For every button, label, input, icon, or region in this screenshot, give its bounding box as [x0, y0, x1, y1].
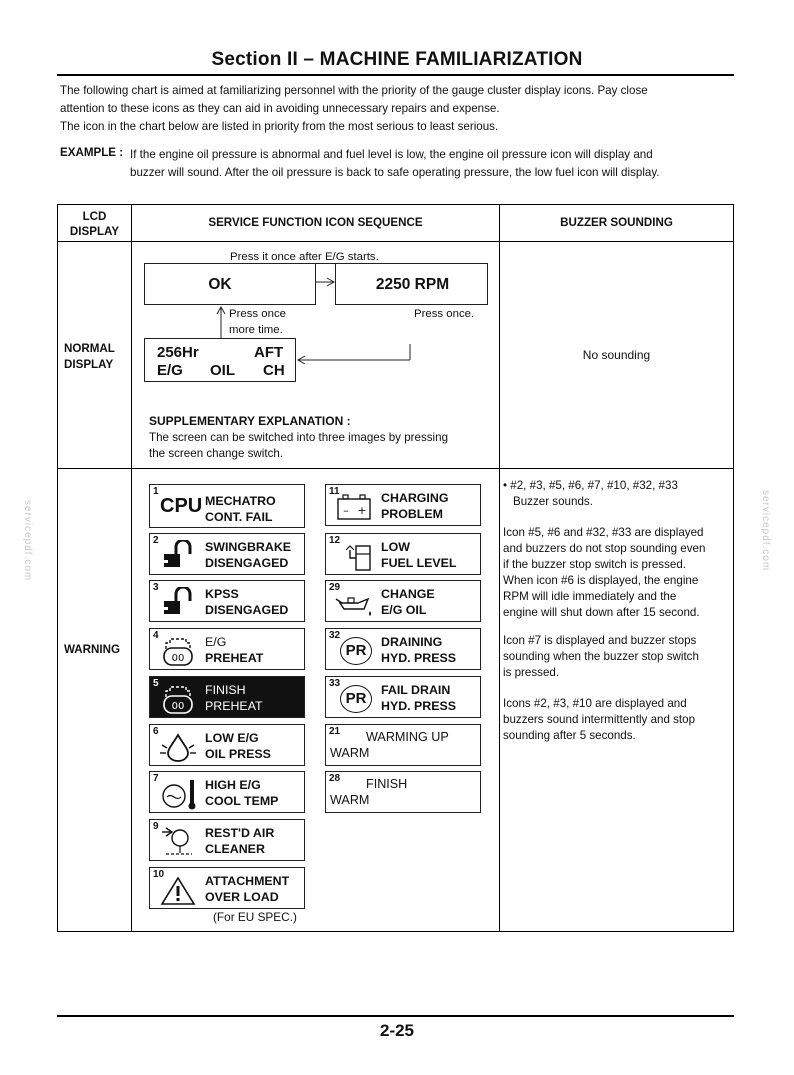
- warning-label-line2: WARM: [330, 793, 370, 807]
- warning-icon-32-draining: [325, 628, 481, 670]
- buzzer-note-4-line3: sounding after 5 seconds.: [503, 729, 636, 742]
- lcd-ch-label: CH: [263, 362, 285, 379]
- warning-label-line2: OVER LOAD: [205, 890, 279, 904]
- warning-icon-6-low-oil-press: [149, 724, 305, 766]
- warning-label-line2: HYD. PRESS: [381, 651, 457, 665]
- buzzer-note-3-line3: is pressed.: [503, 666, 560, 679]
- header-lcd-line2: DISPLAY: [69, 225, 120, 238]
- warning-label-line1: CHANGE: [381, 587, 435, 601]
- pressure-icon: PR: [340, 685, 372, 713]
- svg-text:+: +: [357, 504, 367, 517]
- warning-label-line2: OIL PRESS: [205, 747, 271, 761]
- col-divider-2: [499, 205, 500, 931]
- buzzer-note-2-line4: When icon #6 is displayed, the engine: [503, 574, 699, 587]
- warning-num: 4: [153, 630, 159, 641]
- row-divider: [58, 468, 733, 469]
- warning-label-line1: LOW: [381, 540, 410, 554]
- lcd-aft-label: AFT: [254, 344, 284, 361]
- warning-num: 2: [153, 535, 159, 546]
- watermark-left: servicepdf.com: [22, 500, 33, 582]
- warning-icon-12-low-fuel: [325, 533, 481, 575]
- warning-icon-33-fail-drain: [325, 676, 481, 718]
- warning-icon-28-finish-warm: [325, 771, 481, 813]
- press-once-more-line1: Press once: [229, 308, 286, 320]
- intro-line-2: attention to these icons as they can aid in avoiding unnecessary repairs and expense.: [60, 102, 500, 115]
- warning-icon-11-charging: [325, 484, 481, 526]
- lcd-rpm-screen: [335, 263, 488, 305]
- air-filter-icon: [158, 826, 198, 858]
- warning-label-line2: DISENGAGED: [205, 603, 289, 617]
- press-once-more-line2: more time.: [229, 324, 283, 336]
- buzzer-note-2-line3: if the buzzer stop switch is pressed.: [503, 558, 687, 571]
- arrow-right-icon: [316, 276, 336, 288]
- thermometer-icon: [158, 778, 198, 810]
- warning-icon-2-swingbrake: [149, 533, 305, 575]
- buzzer-note-3: [503, 633, 733, 681]
- warning-icon-4-preheat: [149, 628, 305, 670]
- warning-label-line2: CONT. FAIL: [205, 510, 273, 524]
- svg-text:00: 00: [171, 701, 185, 712]
- header-divider: [58, 241, 733, 242]
- battery-icon: [334, 491, 374, 523]
- buzzer-note-4-line2: buzzers sound intermittently and stop: [503, 713, 696, 726]
- svg-text:00: 00: [171, 653, 185, 664]
- title-rule: [57, 74, 734, 76]
- warning-label-line2: FUEL LEVEL: [381, 556, 457, 570]
- warning-label-line1: E/G: [205, 635, 227, 649]
- arrow-return-icon: [296, 342, 416, 364]
- warning-label-line1: HIGH E/G: [205, 778, 261, 792]
- footer-rule: [57, 1015, 734, 1017]
- buzzer-note-2-line2: and buzzers do not stop sounding even: [503, 542, 706, 555]
- warning-label-line2: HYD. PRESS: [381, 699, 457, 713]
- lcd-rpm-label: 2250 RPM: [375, 276, 450, 293]
- warning-label-line1: REST'D AIR: [205, 826, 275, 840]
- warning-num: 9: [153, 821, 159, 832]
- supplementary-text: [149, 430, 448, 462]
- warning-icon-3-kpss: [149, 580, 305, 622]
- oil-can-icon: [334, 587, 374, 619]
- cpu-icon: CPU: [160, 495, 203, 517]
- lcd-hours-screen: [144, 338, 296, 382]
- warning-label-line1: FAIL DRAIN: [381, 683, 451, 697]
- warning-label-line2: DISENGAGED: [205, 556, 289, 570]
- lcd-eg-label: E/G: [157, 362, 183, 379]
- buzzer-note-1-line1: • #2, #3, #5, #6, #7, #10, #32, #33: [503, 479, 678, 492]
- warning-label-line1: SWINGBRAKE: [205, 540, 292, 554]
- buzzer-note-4-line1: Icons #2, #3, #10 are displayed and: [503, 697, 687, 710]
- page-number: 2-25: [379, 1021, 415, 1040]
- watermark-right: servicepdf.com: [760, 490, 771, 572]
- warning-label-line2: E/G OIL: [381, 603, 427, 617]
- buzzer-note-1-line2: Buzzer sounds.: [513, 495, 593, 508]
- warning-label-line1: ATTACHMENT: [205, 874, 290, 888]
- warning-label-line1: KPSS: [205, 587, 239, 601]
- warning-label-line1: WARMING UP: [366, 730, 449, 744]
- warning-triangle-icon: [158, 874, 198, 906]
- header-service-function: SERVICE FUNCTION ICON SEQUENCE: [208, 216, 423, 229]
- warning-num: 21: [329, 726, 341, 737]
- warning-num: 29: [329, 582, 341, 593]
- warning-num: 32: [329, 630, 341, 641]
- warning-num: 7: [153, 773, 159, 784]
- col-divider-1: [131, 205, 132, 931]
- glow-plug-icon: [158, 635, 198, 667]
- pressure-icon: PR: [340, 637, 372, 665]
- warning-icon-5-finish-preheat: [149, 676, 305, 718]
- buzzer-note-3-line1: Icon #7 is displayed and buzzer stops: [503, 634, 697, 647]
- warning-num: 6: [153, 726, 159, 737]
- press-once: Press once.: [414, 308, 475, 320]
- press-once-more: [229, 306, 286, 338]
- buzzer-note-2-line5: RPM will idle immediately and the: [503, 590, 677, 603]
- warning-label-line1: DRAINING: [381, 635, 443, 649]
- buzzer-note-2-line6: engine will shut down after 15 second.: [503, 606, 700, 619]
- lcd-ok-label: OK: [208, 276, 232, 293]
- warning-num: 33: [329, 678, 341, 689]
- lcd-hours-label: 256Hr: [157, 344, 199, 361]
- warning-icon-7-cool-temp: [149, 771, 305, 813]
- warning-label-line2: PREHEAT: [205, 651, 264, 665]
- padlock-icon: [158, 587, 198, 619]
- header-lcd-display: [58, 209, 131, 239]
- eu-spec-note: (For EU SPEC.): [213, 910, 297, 924]
- warning-icon-10-overload: [149, 867, 305, 909]
- row-label-normal: [64, 341, 115, 373]
- header-lcd-line1: LCD: [82, 210, 107, 223]
- example-line-2: buzzer will sound. After the oil pressure is back to safe operating pressure, the low fuel icon will display.: [130, 166, 660, 179]
- glow-plug-icon: [158, 683, 198, 715]
- example-label: EXAMPLE :: [60, 146, 124, 159]
- intro-line-3: The icon in the chart below are listed in priority from the most serious to least serious.: [60, 120, 499, 133]
- warning-label-line2: PROBLEM: [381, 507, 443, 521]
- oil-drop-icon: [158, 731, 198, 763]
- fuel-pump-icon: [334, 540, 374, 572]
- header-buzzer-sounding: BUZZER SOUNDING: [560, 216, 673, 229]
- lcd-ok-screen: [144, 263, 316, 305]
- buzzer-note-2: [503, 525, 733, 621]
- buzzer-note-4: [503, 696, 733, 744]
- warning-label-line1: LOW E/G: [205, 731, 259, 745]
- warning-num: 5: [153, 678, 159, 689]
- warning-num: 10: [153, 869, 165, 880]
- svg-text:–: –: [343, 504, 349, 517]
- warning-icon-1-mechatro: [149, 484, 305, 528]
- row-label-warning: WARNING: [64, 643, 121, 656]
- warning-num: 1: [153, 486, 159, 497]
- supplementary-line2: the screen change switch.: [149, 447, 284, 460]
- warning-icon-9-air-cleaner: [149, 819, 305, 861]
- press-once-after-start: Press it once after E/G starts.: [230, 251, 379, 263]
- intro-line-1: The following chart is aimed at familiarizing personnel with the priority of the gauge cluster display icons. Pay close: [60, 84, 648, 97]
- supplementary-title: SUPPLEMENTARY EXPLANATION :: [149, 414, 351, 428]
- warning-icon-29-change-oil: [325, 580, 481, 622]
- buzzer-note-1: [503, 478, 733, 510]
- warning-num: 11: [329, 486, 340, 497]
- buzzer-note-2-line1: Icon #5, #6 and #32, #33 are displayed: [503, 526, 704, 539]
- warning-label-line1: CHARGING: [381, 491, 449, 505]
- supplementary-line1: The screen can be switched into three images by pressing: [149, 431, 449, 444]
- warning-num: 28: [329, 773, 341, 784]
- buzzer-note-3-line2: sounding when the buzzer stop switch: [503, 650, 699, 663]
- padlock-icon: [158, 540, 198, 572]
- warning-label-line1: FINISH: [366, 777, 408, 791]
- warning-num: 3: [153, 582, 159, 593]
- warning-label-line1: FINISH: [205, 683, 246, 697]
- example-line-1: If the engine oil pressure is abnormal and fuel level is low, the engine oil pressure icon will display and: [130, 148, 653, 161]
- warning-label-line1: MECHATRO: [205, 494, 276, 508]
- warning-label-line2: WARM: [330, 746, 370, 760]
- row-label-normal-line1: NORMAL: [64, 342, 115, 355]
- row-label-normal-line2: DISPLAY: [64, 358, 114, 371]
- warning-label-line2: PREHEAT: [205, 699, 263, 713]
- warning-label-line2: CLEANER: [205, 842, 265, 856]
- lcd-oil-label: OIL: [210, 362, 235, 379]
- page-title: Section II – MACHINE FAMILIARIZATION: [211, 49, 583, 70]
- example-text: [130, 146, 740, 182]
- warning-icon-21-warming-up: [325, 724, 481, 766]
- warning-label-line2: COOL TEMP: [205, 794, 279, 808]
- buzzer-no-sounding: No sounding: [582, 348, 651, 362]
- warning-num: 12: [329, 535, 341, 546]
